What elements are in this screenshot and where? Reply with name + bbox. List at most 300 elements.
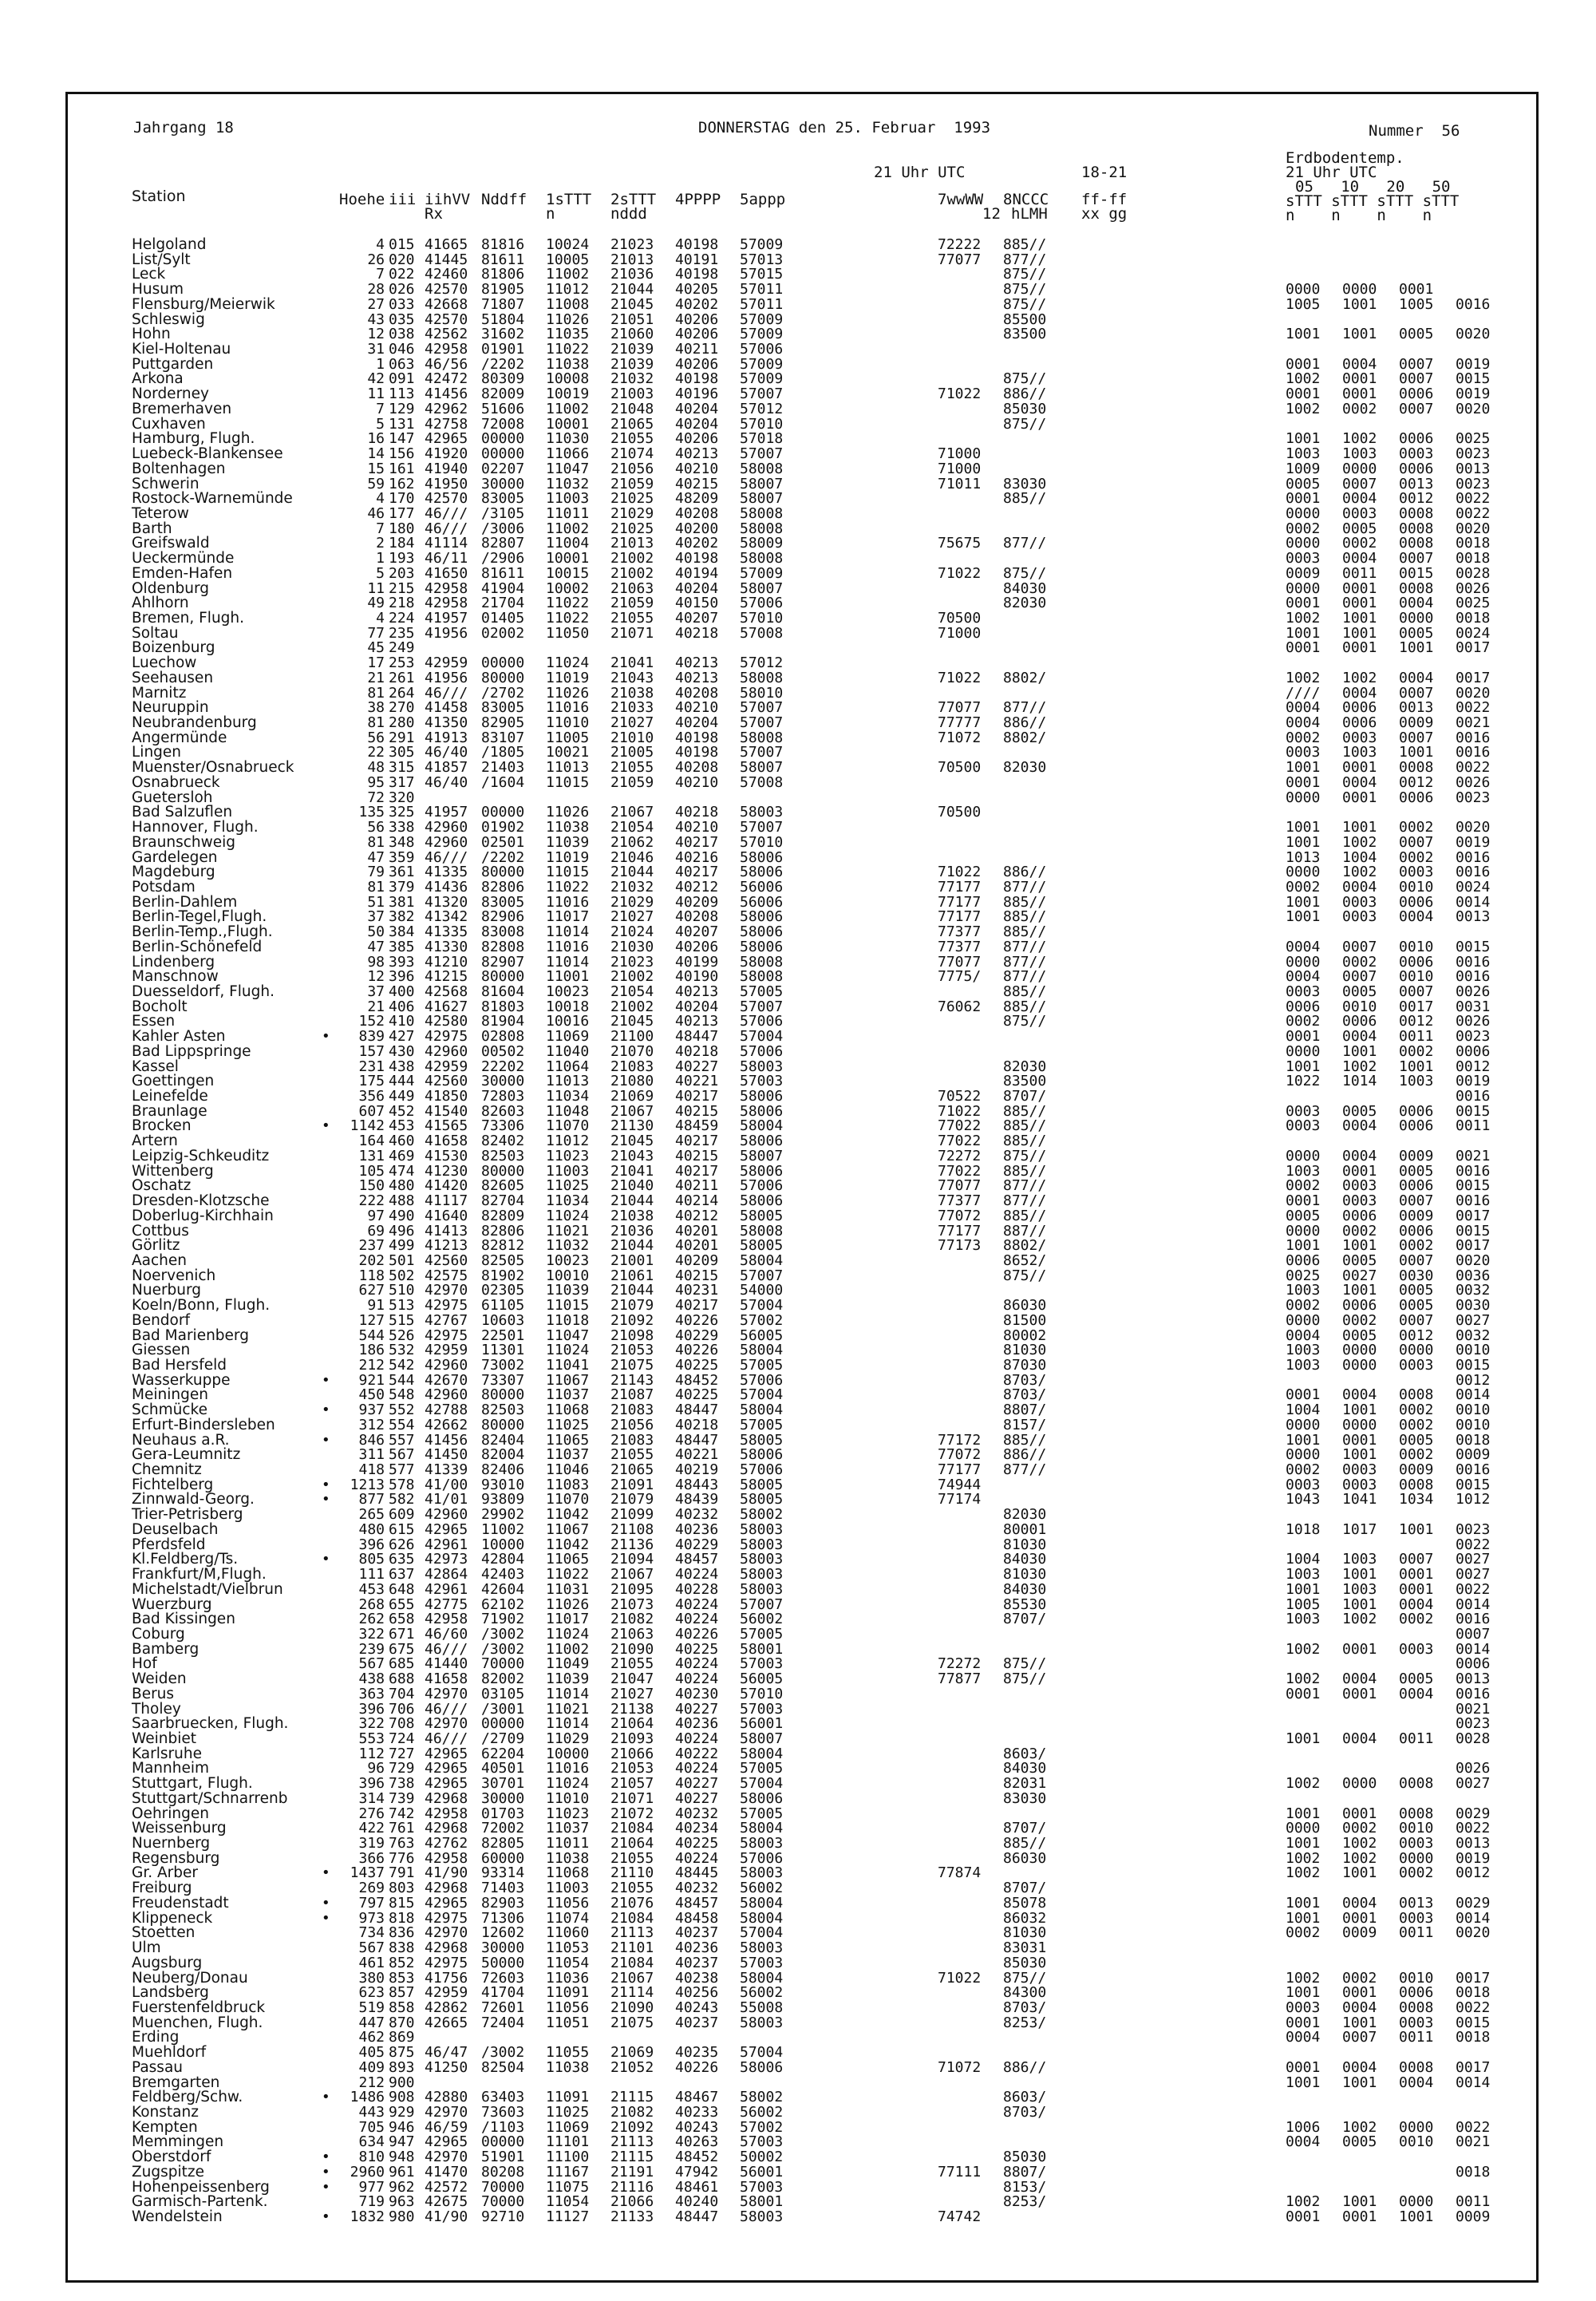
station-name: Leinefelde — [132, 1088, 208, 1105]
cell-4pppp: 40238 — [675, 1969, 719, 1987]
cell-iihvv: 41350 — [425, 714, 468, 732]
cell-5appp: 57006 — [740, 1177, 784, 1195]
cell-iihvv: 42958 — [425, 341, 468, 358]
cell-nddff: /3002 — [481, 2044, 525, 2062]
cell-soil-temp: 0010 — [1399, 1820, 1434, 1837]
cell-5appp: 58005 — [740, 1207, 784, 1224]
cell-4pppp: 40240 — [675, 2193, 719, 2211]
cell-soil-temp: 0003 — [1342, 893, 1377, 911]
cell-4pppp: 40217 — [675, 1162, 719, 1180]
cell-soil-temp: 1005 — [1286, 295, 1321, 313]
cell-4pppp: 48209 — [675, 490, 719, 508]
cell-soil-temp: 0006 — [1399, 1984, 1434, 2002]
cell-2sttt: 21075 — [610, 2014, 654, 2031]
cell-soil-temp: 0022 — [1456, 759, 1491, 777]
cell-iii: 381 — [389, 893, 415, 911]
col-8nccc-sub: hLMH — [1011, 205, 1048, 223]
cell-soil-temp: 0002 — [1399, 1611, 1434, 1628]
cell-soil-temp: 0001 — [1342, 639, 1377, 657]
cell-nddff: 80000 — [481, 1162, 525, 1180]
cell-nddff: 41704 — [481, 1984, 525, 2002]
cell-8nccc: 8603/ — [1003, 1745, 1047, 1762]
cell-iii: 033 — [389, 295, 415, 313]
cell-hoehe: 12 — [367, 326, 385, 343]
cell-soil-temp: 1004 — [1342, 848, 1377, 866]
cell-7wwww: 71011 — [938, 475, 982, 492]
cell-4pppp: 40228 — [675, 1580, 719, 1598]
cell-8nccc: 885// — [1003, 1117, 1047, 1135]
cell-soil-temp: 0014 — [1456, 1640, 1491, 1658]
mountain-station-marker: • — [322, 2089, 330, 2106]
cell-5appp: 58005 — [740, 1491, 784, 1508]
cell-8nccc: 83500 — [1003, 326, 1047, 343]
cell-soil-temp: 1002 — [1286, 610, 1321, 627]
cell-nddff: 00000 — [481, 1715, 525, 1733]
range-1821: 18-21 — [1081, 164, 1128, 181]
cell-2sttt: 21084 — [610, 1909, 654, 1927]
station-name: Bad Marienberg — [132, 1326, 249, 1344]
cell-4pppp: 40237 — [675, 2014, 719, 2031]
cell-1sttt: 11013 — [546, 1073, 590, 1090]
cell-2sttt: 21044 — [610, 1282, 654, 1299]
cell-iii: 161 — [389, 460, 415, 477]
cell-iihvv: 42762 — [425, 1835, 468, 1852]
cell-1sttt: 11013 — [546, 759, 590, 777]
station-name: Weissenburg — [132, 1820, 227, 1837]
cell-iii: 384 — [389, 923, 415, 941]
cell-7wwww: 72272 — [938, 1147, 982, 1164]
mountain-station-marker: • — [322, 1909, 330, 1927]
table-row — [68, 1492, 1536, 1508]
cell-soil-temp: 0004 — [1286, 714, 1321, 732]
cell-4pppp: 40150 — [675, 595, 719, 612]
cell-soil-temp: 0011 — [1399, 1730, 1434, 1747]
cell-soil-temp: 0036 — [1456, 1267, 1491, 1284]
cell-5appp: 58002 — [740, 1506, 784, 1524]
cell-2sttt: 21054 — [610, 983, 654, 1000]
cell-iii: 035 — [389, 310, 415, 328]
cell-1sttt: 11015 — [546, 773, 590, 791]
cell-soil-temp: 1001 — [1286, 1805, 1321, 1822]
cell-nddff: /3006 — [481, 520, 525, 537]
cell-5appp: 56002 — [740, 1984, 784, 2002]
station-name: Norderney — [132, 385, 209, 403]
cell-2sttt: 21051 — [610, 310, 654, 328]
cell-soil-temp: 0014 — [1456, 1386, 1491, 1404]
cell-4pppp: 48457 — [675, 1894, 719, 1912]
table-row — [68, 1777, 1536, 1792]
cell-1sttt: 11022 — [546, 341, 590, 358]
cell-nddff: /2202 — [481, 355, 525, 373]
table-row — [68, 1251, 1536, 1269]
cell-4pppp: 40232 — [675, 1880, 719, 1897]
cell-soil-temp: 0022 — [1456, 490, 1491, 508]
cell-5appp: 57007 — [740, 445, 784, 463]
cell-5appp: 58003 — [740, 804, 784, 821]
cell-iihvv: 41957 — [425, 610, 468, 627]
cell-5appp: 57004 — [740, 2044, 784, 2062]
cell-soil-temp: 0000 — [1286, 504, 1321, 522]
cell-2sttt: 21114 — [610, 1984, 654, 2002]
cell-soil-temp: 0005 — [1399, 1431, 1434, 1449]
cell-soil-temp: 0002 — [1342, 400, 1377, 417]
cell-iihvv: 42668 — [425, 295, 468, 313]
cell-nddff: 30000 — [481, 1939, 525, 1957]
cell-1sttt: 11060 — [546, 1924, 590, 1942]
cell-1sttt: 11023 — [546, 1805, 590, 1822]
cell-nddff: /1604 — [481, 773, 525, 791]
cell-1sttt: 11038 — [546, 1849, 590, 1867]
cell-soil-temp: 0015 — [1456, 1102, 1491, 1120]
cell-iii: 264 — [389, 684, 415, 702]
cell-soil-temp: 0027 — [1456, 1775, 1491, 1793]
cell-hoehe: 81 — [367, 833, 385, 851]
cell-iihvv: 42960 — [425, 1506, 468, 1524]
cell-hoehe: 112 — [358, 1745, 385, 1762]
cell-4pppp: 40215 — [675, 1102, 719, 1120]
cell-hoehe: 45 — [367, 639, 385, 657]
cell-8nccc: 877// — [1003, 1192, 1047, 1210]
station-name: Zinnwald-Georg. — [132, 1491, 255, 1508]
cell-soil-temp: 0020 — [1456, 684, 1491, 702]
cell-soil-temp: 0004 — [1399, 595, 1434, 612]
cell-iihvv: 42960 — [425, 1042, 468, 1060]
table-row — [68, 1463, 1536, 1478]
cell-4pppp: 40206 — [675, 938, 719, 955]
cell-1sttt: 11014 — [546, 923, 590, 941]
cell-iii: 410 — [389, 1013, 415, 1030]
cell-2sttt: 21071 — [610, 624, 654, 642]
cell-2sttt: 21073 — [610, 1595, 654, 1613]
cell-soil-temp: 1041 — [1342, 1491, 1377, 1508]
cell-iii: 129 — [389, 400, 415, 417]
cell-soil-temp: 1001 — [1342, 295, 1377, 313]
cell-soil-temp: 0020 — [1456, 1924, 1491, 1942]
cell-2sttt: 21027 — [610, 714, 654, 732]
cell-1sttt: 11127 — [546, 2208, 590, 2226]
cell-nddff: 70000 — [481, 2178, 525, 2196]
cell-nddff: 72601 — [481, 1999, 525, 2016]
cell-1sttt: 10010 — [546, 1267, 590, 1284]
cell-1sttt: 11069 — [546, 1028, 590, 1046]
cell-soil-temp: 0014 — [1456, 893, 1491, 911]
cell-soil-temp: 0020 — [1456, 520, 1491, 537]
cell-8nccc: 82030 — [1003, 1058, 1047, 1075]
cell-8nccc: 8707/ — [1003, 1820, 1047, 1837]
cell-soil-temp: 0006 — [1342, 699, 1377, 717]
cell-5appp: 58006 — [740, 1446, 784, 1464]
cell-1sttt: 11022 — [546, 878, 590, 895]
cell-iihvv: 41540 — [425, 1102, 468, 1120]
cell-4pppp: 40225 — [675, 1640, 719, 1658]
cell-4pppp: 40198 — [675, 744, 719, 761]
cell-nddff: 82903 — [481, 1894, 525, 1912]
cell-iihvv: 46/// — [425, 1640, 468, 1658]
cell-iii: 270 — [389, 699, 415, 717]
cell-2sttt: 21053 — [610, 1342, 654, 1359]
cell-iii: 359 — [389, 848, 415, 866]
cell-iihvv: 42670 — [425, 1371, 468, 1389]
cell-nddff: 82905 — [481, 714, 525, 732]
cell-7wwww: 74944 — [938, 1476, 982, 1493]
erdboden-title: Erdbodentemp. — [1286, 149, 1404, 167]
cell-1sttt: 11065 — [546, 1431, 590, 1449]
table-row — [68, 1747, 1536, 1762]
cell-iii: 582 — [389, 1491, 415, 1508]
station-name: Flensburg/Meierwik — [132, 295, 275, 313]
table-row — [68, 447, 1536, 462]
cell-2sttt: 21045 — [610, 1013, 654, 1030]
cell-soil-temp: 0005 — [1342, 983, 1377, 1000]
cell-5appp: 57010 — [740, 415, 784, 433]
cell-2sttt: 21002 — [610, 564, 654, 582]
mountain-station-marker: • — [322, 1551, 330, 1568]
cell-iihvv: 42767 — [425, 1311, 468, 1329]
cell-8nccc: 885// — [1003, 1207, 1047, 1224]
cell-soil-temp: 0002 — [1342, 535, 1377, 552]
mountain-station-marker: • — [322, 1371, 330, 1389]
cell-iihvv: 42958 — [425, 1611, 468, 1628]
cell-hoehe: 175 — [358, 1073, 385, 1090]
cell-hoehe: 7 — [376, 520, 385, 537]
cell-4pppp: 40230 — [675, 1685, 719, 1702]
cell-4pppp: 40234 — [675, 1820, 719, 1837]
col-7wwww: 7wwWW — [938, 191, 984, 208]
cell-nddff: 10000 — [481, 1536, 525, 1553]
cell-iihvv: 42975 — [425, 1028, 468, 1046]
cell-iii: 544 — [389, 1371, 415, 1389]
cell-5appp: 57006 — [740, 1461, 784, 1479]
station-name: Coburg — [132, 1625, 185, 1643]
cell-5appp: 58007 — [740, 475, 784, 492]
station-name: Oberstdorf — [132, 2149, 211, 2166]
cell-soil-temp: 1003 — [1286, 1611, 1321, 1628]
cell-1sttt: 10005 — [546, 251, 590, 268]
cell-1sttt: 11038 — [546, 819, 590, 836]
cell-soil-temp: 0005 — [1342, 1102, 1377, 1120]
cell-8nccc: 81030 — [1003, 1924, 1047, 1942]
cell-hoehe: 43 — [367, 310, 385, 328]
cell-iihvv: 42965 — [425, 2133, 468, 2151]
cell-iihvv: 42960 — [425, 819, 468, 836]
cell-soil-temp: 0015 — [1456, 1476, 1491, 1493]
cell-1sttt: 11012 — [546, 1133, 590, 1150]
cell-5appp: 55008 — [740, 1999, 784, 2016]
cell-soil-temp: 1034 — [1399, 1491, 1434, 1508]
cell-4pppp: 40210 — [675, 773, 719, 791]
cell-nddff: 02808 — [481, 1028, 525, 1046]
cell-hoehe: 164 — [358, 1133, 385, 1150]
cell-soil-temp: 0001 — [1342, 789, 1377, 806]
cell-iii: 704 — [389, 1685, 415, 1702]
cell-4pppp: 40202 — [675, 295, 719, 313]
cell-1sttt: 11035 — [546, 326, 590, 343]
station-name: Giessen — [132, 1342, 191, 1359]
cell-8nccc: 8703/ — [1003, 1386, 1047, 1404]
table-row — [68, 2210, 1536, 2225]
cell-4pppp: 48452 — [675, 1371, 719, 1389]
cell-soil-temp: 0018 — [1456, 550, 1491, 567]
cell-iihvv: 42961 — [425, 1536, 468, 1553]
cell-iii: 170 — [389, 490, 415, 508]
cell-soil-temp: 0010 — [1399, 2133, 1434, 2151]
station-name: Cuxhaven — [132, 415, 206, 433]
cell-1sttt: 11026 — [546, 804, 590, 821]
cell-soil-temp: 0009 — [1399, 714, 1434, 732]
cell-nddff: 01703 — [481, 1805, 525, 1822]
cell-8nccc: 8802/ — [1003, 1237, 1047, 1255]
cell-8nccc: 885// — [1003, 1835, 1047, 1852]
cell-8nccc: 86030 — [1003, 1849, 1047, 1867]
cell-4pppp: 40210 — [675, 819, 719, 836]
cell-soil-temp: 0011 — [1399, 1924, 1434, 1942]
cell-5appp: 57003 — [740, 1700, 784, 1718]
cell-5appp: 57007 — [740, 699, 784, 717]
cell-iii: 675 — [389, 1640, 415, 1658]
cell-2sttt: 21082 — [610, 1611, 654, 1628]
cell-soil-temp: 0016 — [1456, 1192, 1491, 1210]
cell-iii: 609 — [389, 1506, 415, 1524]
cell-hoehe: 127 — [358, 1311, 385, 1329]
erdboden-utc: 21 Uhr UTC — [1286, 164, 1377, 181]
cell-soil-temp: 1002 — [1286, 669, 1321, 686]
cell-hoehe: 222 — [358, 1192, 385, 1210]
jahrgang: Jahrgang 18 — [133, 119, 234, 136]
cell-8nccc: 875// — [1003, 281, 1047, 298]
cell-4pppp: 40198 — [675, 236, 719, 253]
col-iihvv-sub: Rx — [425, 205, 443, 223]
cell-iii: 131 — [389, 415, 415, 433]
cell-iihvv: 46/47 — [425, 2044, 468, 2062]
cell-4pppp: 40227 — [675, 1775, 719, 1793]
cell-hoehe: 81 — [367, 714, 385, 732]
cell-hoehe: 118 — [358, 1267, 385, 1284]
cell-iihvv: 42758 — [425, 415, 468, 433]
cell-iii: 510 — [389, 1282, 415, 1299]
cell-8nccc: 875// — [1003, 1267, 1047, 1284]
cell-soil-temp: 0004 — [1342, 1028, 1377, 1046]
cell-hoehe: 623 — [358, 1984, 385, 2002]
cell-8nccc: 875// — [1003, 415, 1047, 433]
station-name: Artern — [132, 1133, 178, 1150]
cell-5appp: 58007 — [740, 490, 784, 508]
cell-2sttt: 21029 — [610, 893, 654, 911]
cell-hoehe: 131 — [358, 1147, 385, 1164]
cell-hoehe: 405 — [358, 2044, 385, 2062]
cell-2sttt: 21115 — [610, 2149, 654, 2166]
cell-4pppp: 40263 — [675, 2133, 719, 2151]
cell-soil-temp: 0026 — [1456, 1760, 1491, 1777]
station-name: Guetersloh — [132, 789, 213, 806]
station-name: Feldberg/Schw. — [132, 2089, 243, 2106]
station-name: Berlin-Tegel,Flugh. — [132, 908, 267, 926]
cell-1sttt: 11038 — [546, 355, 590, 373]
cell-5appp: 56001 — [740, 1715, 784, 1733]
station-name: Neuhaus a.R. — [132, 1431, 230, 1449]
cell-1sttt: 11083 — [546, 1476, 590, 1493]
cell-soil-temp: 0023 — [1456, 1715, 1491, 1733]
table-row — [68, 791, 1536, 806]
cell-1sttt: 11024 — [546, 1625, 590, 1643]
cell-soil-temp: 0000 — [1286, 281, 1321, 298]
cell-nddff: 72404 — [481, 2014, 525, 2031]
station-name: Doberlug-Kirchhain — [132, 1207, 274, 1224]
cell-iii: 502 — [389, 1267, 415, 1284]
uhr21-label: 21 Uhr UTC — [874, 164, 966, 181]
cell-soil-temp: 0016 — [1456, 295, 1491, 313]
cell-5appp: 57007 — [740, 744, 784, 761]
cell-5appp: 56006 — [740, 893, 784, 911]
cell-2sttt: 21099 — [610, 1506, 654, 1524]
cell-1sttt: 11003 — [546, 490, 590, 508]
cell-soil-temp: 0002 — [1342, 1969, 1377, 1987]
cell-iii: 430 — [389, 1042, 415, 1060]
table-row — [68, 1209, 1536, 1224]
cell-2sttt: 21082 — [610, 2104, 654, 2121]
cell-iii: 453 — [389, 1117, 415, 1135]
station-name: Hof — [132, 1655, 157, 1673]
cell-soil-temp: 0027 — [1342, 1267, 1377, 1284]
cell-8nccc: 83030 — [1003, 1789, 1047, 1807]
cell-1sttt: 11070 — [546, 1491, 590, 1508]
cell-soil-temp: 0003 — [1286, 983, 1321, 1000]
station-name: Boizenburg — [132, 639, 215, 657]
cell-hoehe: 1437 — [350, 1864, 385, 1882]
table-row — [68, 2135, 1536, 2150]
cell-soil-temp: 0003 — [1286, 1999, 1321, 2016]
cell-soil-temp: 0016 — [1456, 953, 1491, 971]
cell-iihvv: 42960 — [425, 1386, 468, 1404]
cell-8nccc: 82031 — [1003, 1775, 1047, 1793]
cell-1sttt: 11002 — [546, 266, 590, 283]
mountain-station-marker: • — [322, 1402, 330, 1419]
cell-5appp: 58008 — [740, 520, 784, 537]
cell-1sttt: 11021 — [546, 1700, 590, 1718]
cell-hoehe: 553 — [358, 1730, 385, 1747]
cell-soil-temp: 0029 — [1456, 1894, 1491, 1912]
cell-soil-temp: 0008 — [1399, 1476, 1434, 1493]
cell-soil-temp: 0021 — [1456, 714, 1491, 732]
cell-5appp: 57007 — [740, 998, 784, 1015]
cell-soil-temp: 0026 — [1456, 773, 1491, 791]
cell-iii: 577 — [389, 1461, 415, 1479]
cell-soil-temp: 0003 — [1342, 1177, 1377, 1195]
cell-1sttt: 11023 — [546, 1147, 590, 1164]
cell-soil-temp: 1001 — [1286, 893, 1321, 911]
cell-soil-temp: 0006 — [1342, 1297, 1377, 1315]
cell-hoehe: 239 — [358, 1640, 385, 1658]
cell-4pppp: 40213 — [675, 1013, 719, 1030]
station-name: Ueckermünde — [132, 550, 235, 567]
cell-soil-temp: 1001 — [1342, 624, 1377, 642]
cell-iihvv: 42970 — [425, 1282, 468, 1299]
cell-1sttt: 11025 — [546, 2104, 590, 2121]
cell-soil-temp: 1002 — [1286, 1670, 1321, 1688]
cell-iihvv: 41627 — [425, 998, 468, 1015]
cell-2sttt: 21039 — [610, 341, 654, 358]
cell-iihvv: 41650 — [425, 564, 468, 582]
cell-soil-temp: 0010 — [1399, 878, 1434, 895]
cell-5appp: 57012 — [740, 654, 784, 672]
cell-4pppp: 40198 — [675, 266, 719, 283]
cell-1sttt: 11100 — [546, 2149, 590, 2166]
cell-4pppp: 48457 — [675, 1551, 719, 1568]
cell-iii: 249 — [389, 639, 415, 657]
cell-iii: 893 — [389, 2058, 415, 2076]
cell-iihvv: 46/40 — [425, 773, 468, 791]
cell-5appp: 58003 — [740, 1864, 784, 1882]
cell-nddff: 83005 — [481, 699, 525, 717]
